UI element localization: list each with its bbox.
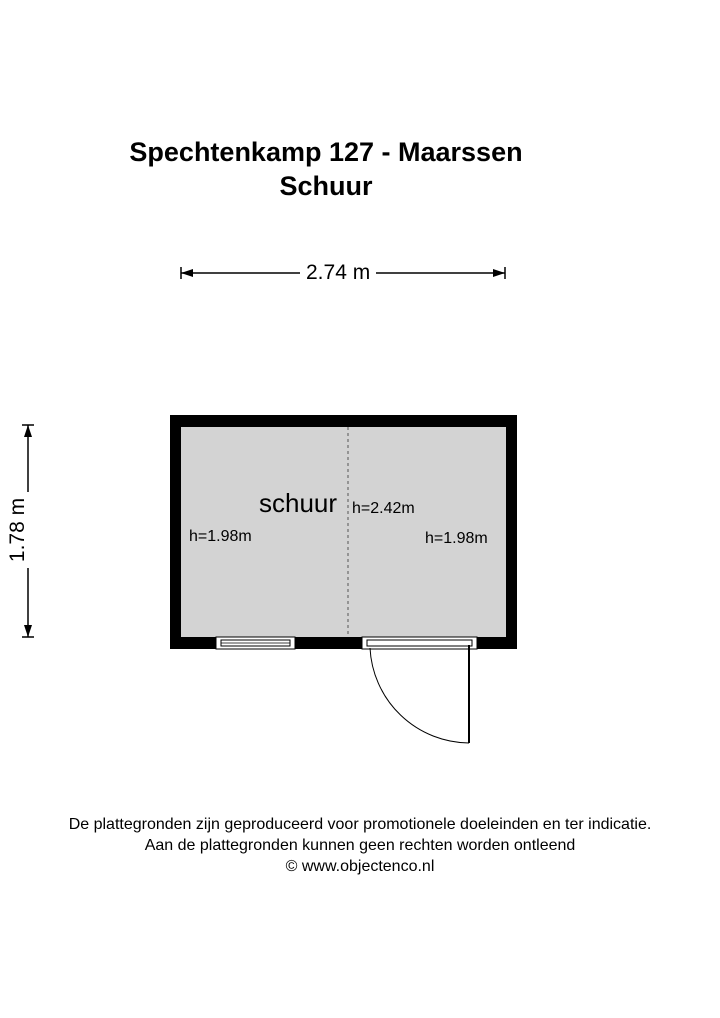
door-swing-arc [370, 648, 469, 743]
plan-subtitle: Schuur [279, 171, 373, 201]
disclaimer-line-2: Aan de plattegronden kunnen geen rechten worden ontleend [144, 837, 576, 854]
width-dimension-label: 2.74 m [300, 261, 376, 285]
depth-dimension-label: 1.78 m [6, 492, 30, 568]
room-name-label: schuur [259, 488, 338, 518]
copyright-line: © www.objectenco.nl [285, 858, 435, 875]
disclaimer-line-1: De plattegronden zijn geproduceerd voor promotionele doeleinden en ter indicatie. [68, 816, 652, 833]
height-label-left: h=1.98m [189, 528, 252, 545]
window [216, 637, 295, 649]
door [362, 637, 477, 743]
height-label-center: h=2.42m [352, 500, 415, 517]
height-label-right: h=1.98m [425, 530, 488, 547]
plan-title: Spechtenkamp 127 - Maarssen [129, 137, 523, 167]
